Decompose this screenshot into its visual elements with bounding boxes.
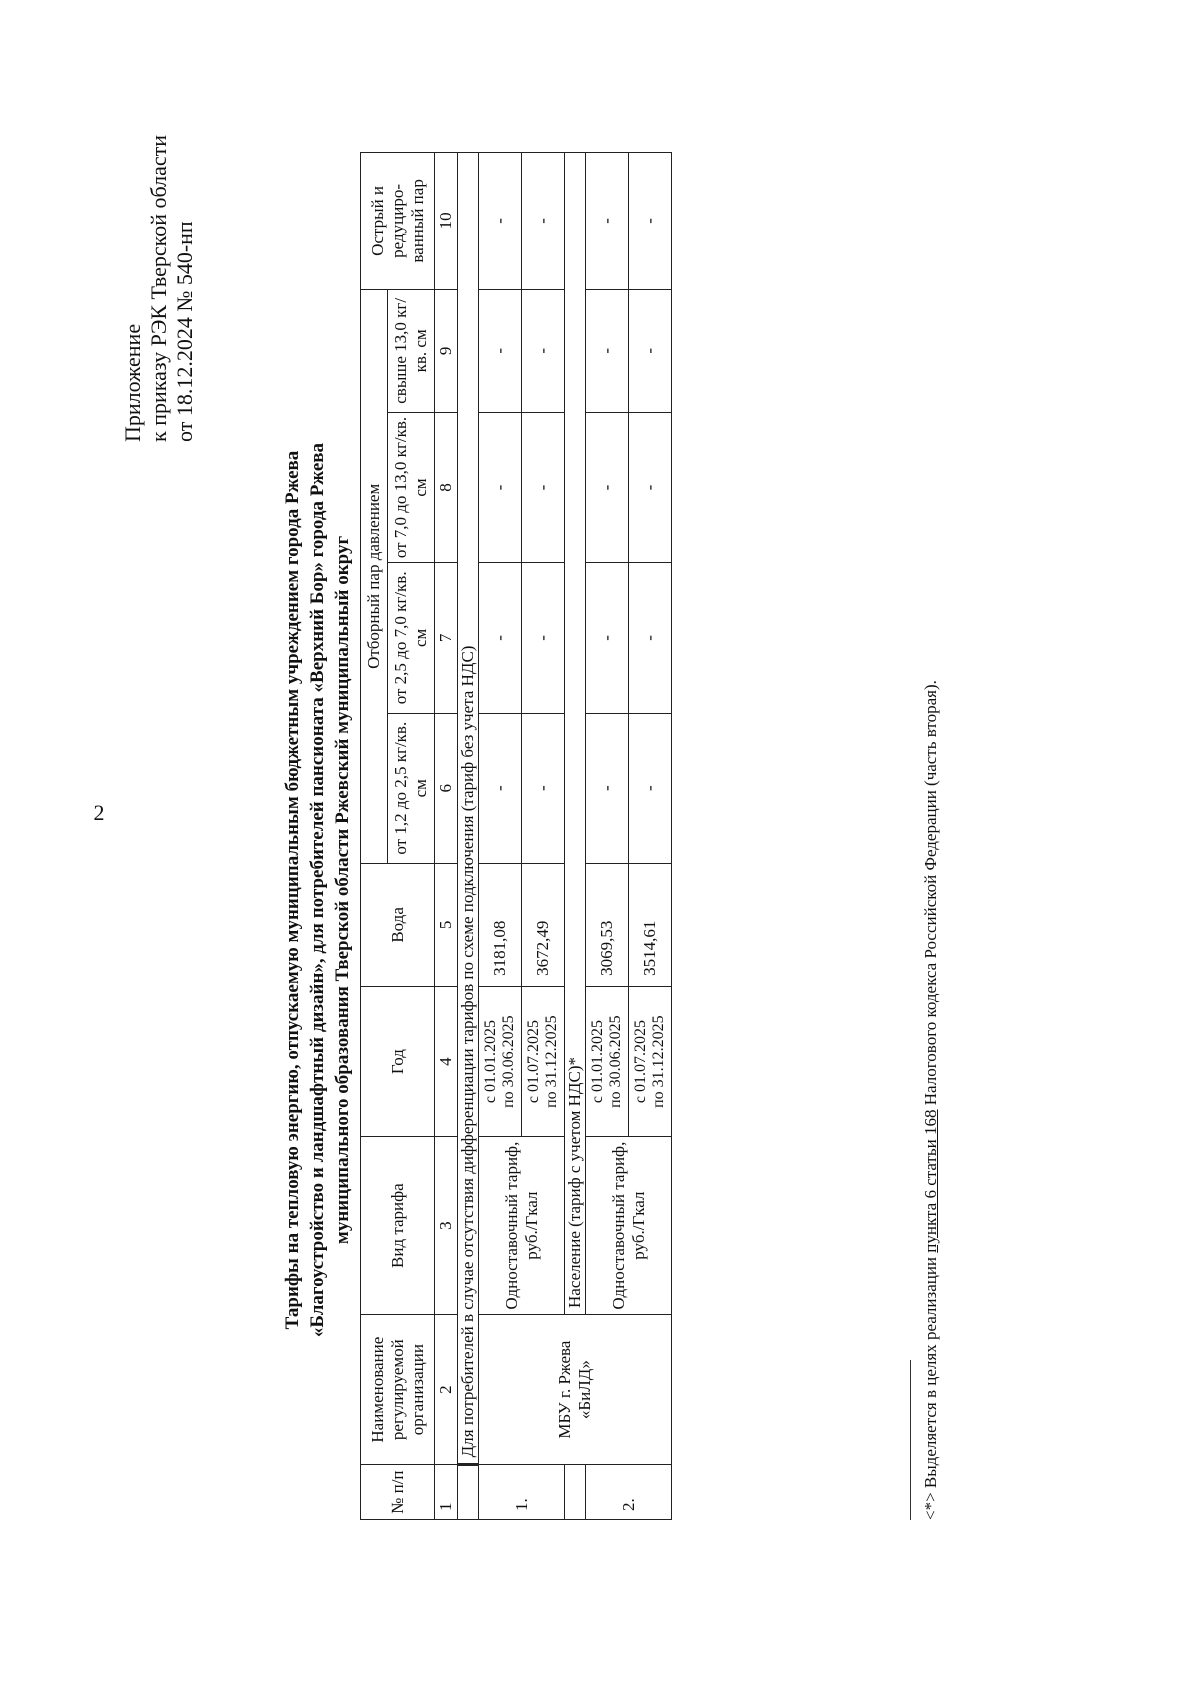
sharp-steam-value: -: [522, 153, 565, 290]
period-to: по 31.12.2025: [650, 1015, 667, 1108]
section-heading-2: Население (тариф с учетом НДС)*: [565, 153, 586, 1315]
period-to: по 30.06.2025: [500, 1015, 517, 1108]
title-line-1: Тарифы на тепловую энергию, отпускаемую муниципальным бюджетным учреждением города Ржева: [282, 450, 303, 1330]
tariff-table: [360, 152, 672, 1520]
appendix-header: [120, 102, 198, 442]
period: [629, 986, 672, 1136]
footnote-text-1: <*> Выделяется в целях реализации: [921, 1252, 940, 1520]
steam-2-value: -: [479, 563, 522, 713]
header-steam-3: от 7,0 до 13,0 кг/кв. см: [388, 412, 435, 562]
row-number: 1.: [479, 1465, 565, 1520]
period: [586, 986, 629, 1136]
steam-4-value: -: [479, 289, 522, 412]
footnote: [920, 120, 942, 1520]
steam-2-value: -: [629, 563, 672, 713]
header-steam-2: от 2,5 до 7,0 кг/кв. см: [388, 563, 435, 713]
steam-1-value: -: [522, 713, 565, 863]
column-number-row: [435, 153, 458, 1520]
steam-1-value: -: [629, 713, 672, 863]
steam-3-value: -: [522, 412, 565, 562]
table-row: [479, 153, 522, 1520]
tariff-type: Одноставочный тариф, руб./Гкал: [479, 1137, 565, 1315]
period-from: с 01.07.2025: [632, 1020, 649, 1104]
appendix-line-3: от 18.12.2024 № 540-нп: [172, 221, 197, 442]
sharp-steam-value: -: [479, 153, 522, 290]
column-number: 1: [435, 1465, 458, 1520]
period: [522, 986, 565, 1136]
header-row-1: [361, 153, 388, 1520]
period-to: по 30.06.2025: [607, 1015, 624, 1108]
page-number: 2: [93, 800, 105, 825]
document-title: [280, 360, 355, 1420]
column-number: 10: [435, 153, 458, 290]
steam-2-value: -: [586, 563, 629, 713]
column-number: 7: [435, 563, 458, 713]
title-line-3: муниципального образования Тверской области Ржевский муниципальный округ: [332, 535, 353, 1245]
column-number: 3: [435, 1137, 458, 1315]
sharp-steam-value: -: [629, 153, 672, 290]
footnote-law-link[interactable]: пункта 6 статьи 168: [921, 1109, 940, 1253]
steam-3-value: -: [479, 412, 522, 562]
period-from: с 01.01.2025: [589, 1020, 606, 1104]
empty-cell: [458, 1465, 479, 1520]
header-steam-1: от 1,2 до 2,5 кг/кв. см: [388, 713, 435, 863]
steam-3-value: -: [586, 412, 629, 562]
header-steam-group: Отборный пар давлением: [361, 289, 388, 863]
steam-4-value: -: [522, 289, 565, 412]
section-heading-row: [458, 153, 479, 1520]
steam-2-value: -: [522, 563, 565, 713]
row-number: 2.: [586, 1465, 672, 1520]
table-row: [586, 153, 629, 1520]
section-heading-1: Для потребителей в случае отсутствия дифференциации тарифов по схеме подключения (тариф без учета НДС): [458, 153, 479, 1465]
steam-4-value: -: [629, 289, 672, 412]
column-number: 8: [435, 412, 458, 562]
tariff-table-container: [360, 152, 672, 1520]
steam-3-value: -: [629, 412, 672, 562]
footnote-divider: [910, 1360, 911, 1520]
document-sheet: [120, 80, 1200, 1580]
water-value: 3181,08: [479, 863, 522, 986]
header-num: № п/п: [361, 1465, 435, 1520]
water-value: 3672,49: [522, 863, 565, 986]
water-value: 3514,61: [629, 863, 672, 986]
appendix-line-1: Приложение: [120, 323, 145, 442]
title-line-2: «Благоустройство и ландшафтный дизайн», для потребителей пансионата «Верхний Бор» города Ржева: [307, 442, 328, 1338]
header-water: Вода: [361, 863, 435, 986]
header-org: Наименование регулируемой организации: [361, 1314, 435, 1464]
column-number: 9: [435, 289, 458, 412]
header-sharp-steam: Острый и редуциро-ванный пар: [361, 153, 435, 290]
footnote-text-2: Налогового кодекса Российской Федерации (часть вторая).: [921, 680, 940, 1110]
column-number: 4: [435, 986, 458, 1136]
section-heading-row: [565, 153, 586, 1520]
appendix-line-2: к приказу РЭК Тверской области: [146, 134, 171, 442]
water-value: 3069,53: [586, 863, 629, 986]
empty-cell: [565, 1465, 586, 1520]
column-number: 5: [435, 863, 458, 986]
header-year: Год: [361, 986, 435, 1136]
column-number: 6: [435, 713, 458, 863]
column-number: 2: [435, 1314, 458, 1464]
header-tariff-type: Вид тарифа: [361, 1137, 435, 1315]
steam-1-value: -: [586, 713, 629, 863]
steam-1-value: -: [479, 713, 522, 863]
steam-4-value: -: [586, 289, 629, 412]
period: [479, 986, 522, 1136]
period-to: по 31.12.2025: [543, 1015, 560, 1108]
period-from: с 01.07.2025: [525, 1020, 542, 1104]
tariff-type: Одноставочный тариф, руб./Гкал: [586, 1137, 672, 1315]
sharp-steam-value: -: [586, 153, 629, 290]
period-from: с 01.01.2025: [482, 1020, 499, 1104]
organization-name: МБУ г. Ржева «БиЛД»: [479, 1314, 672, 1464]
header-steam-4: свыше 13,0 кг/кв. см: [388, 289, 435, 412]
